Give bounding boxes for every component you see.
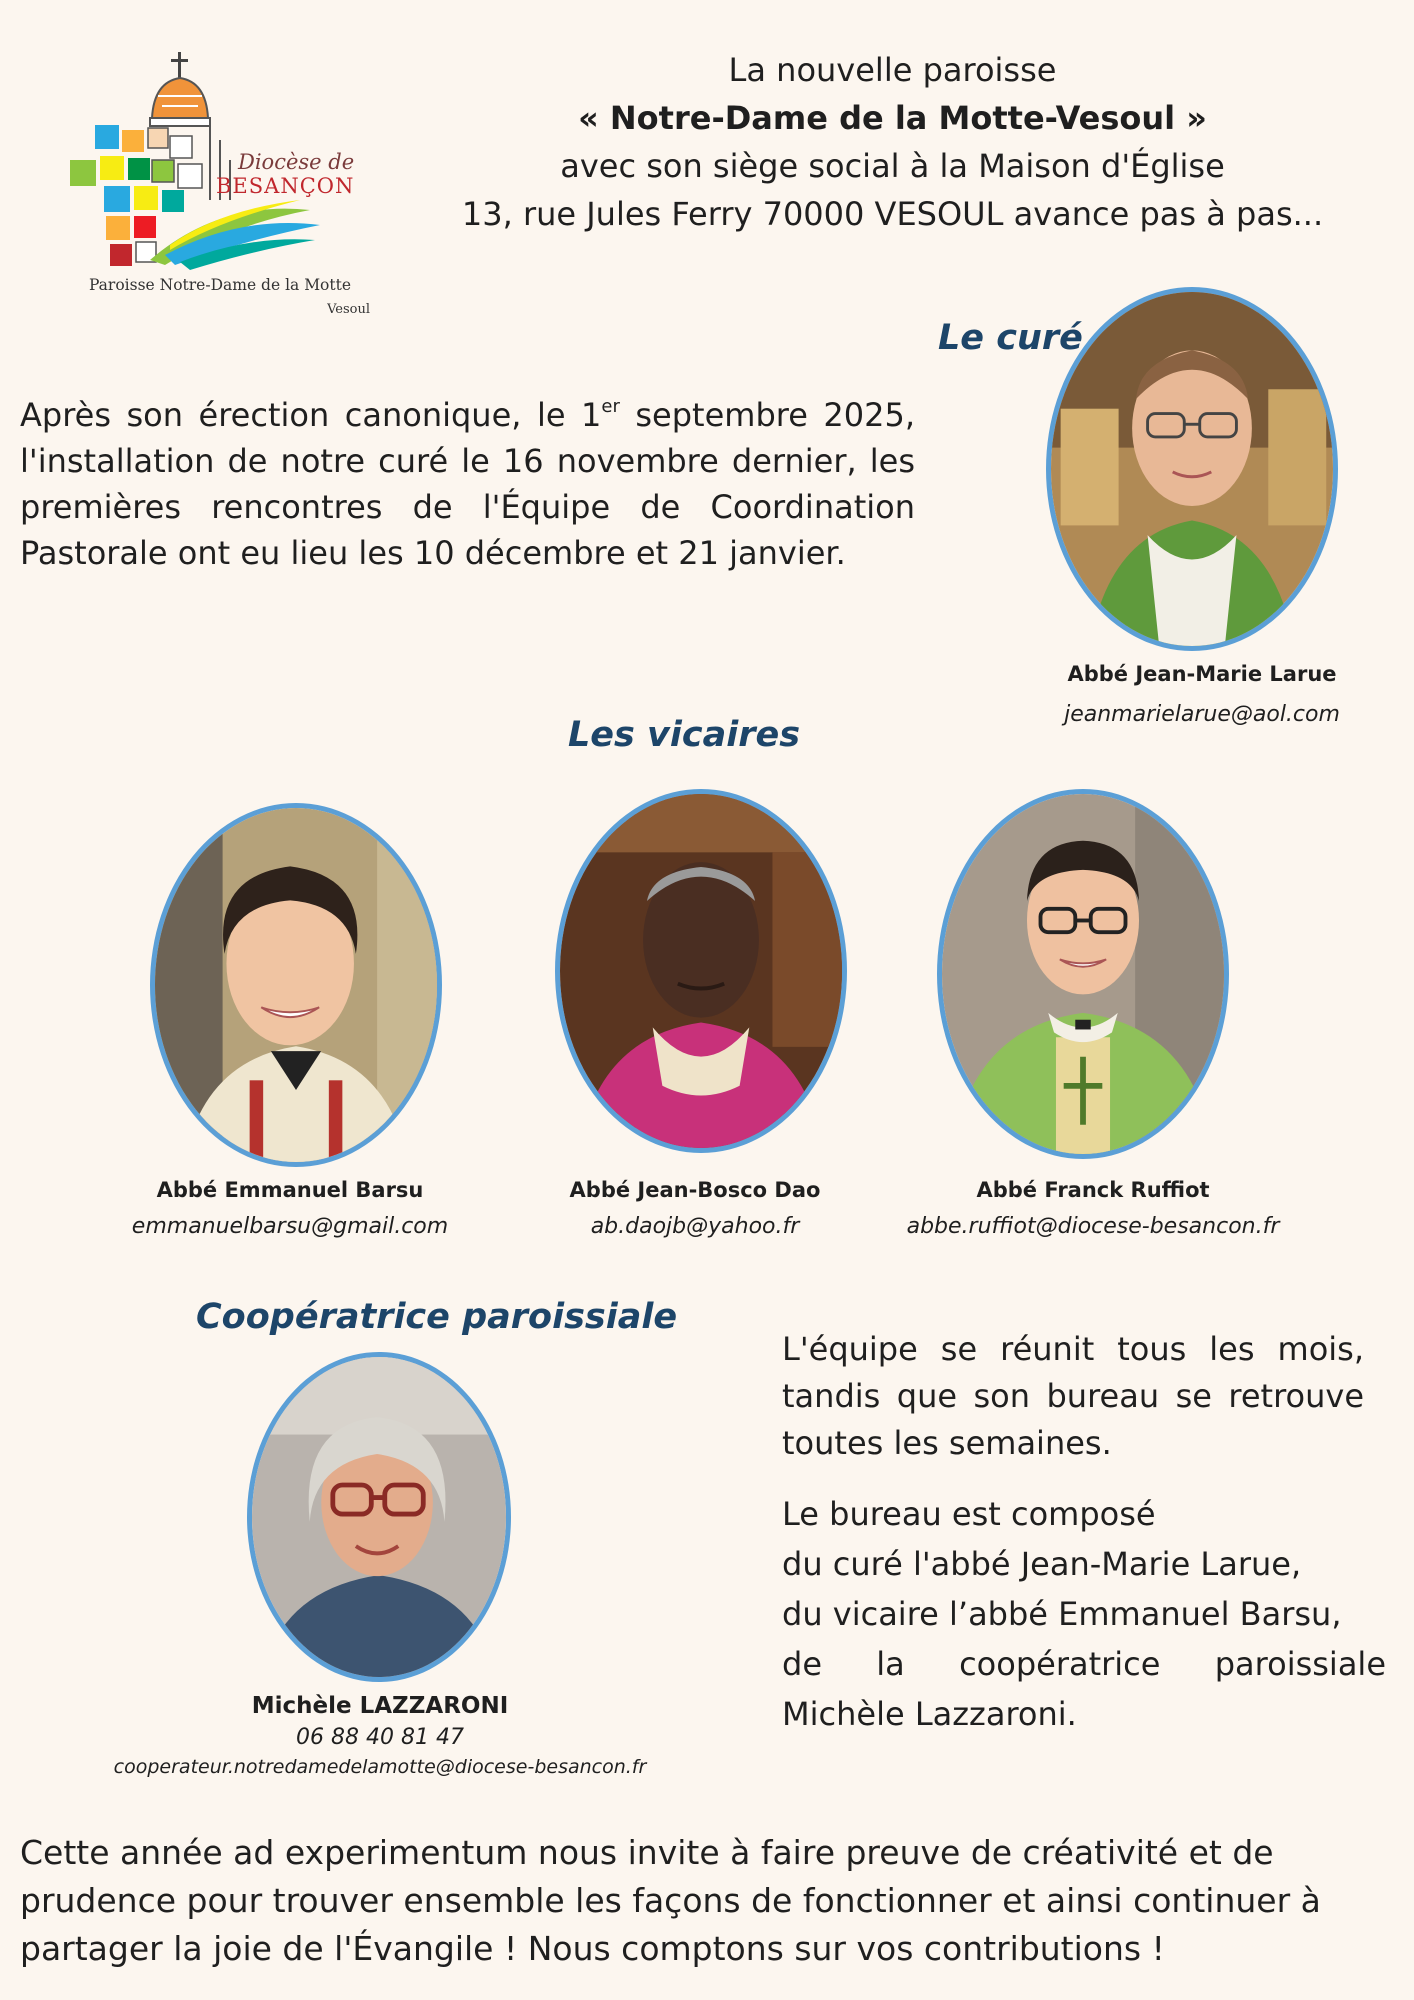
logo-town: Vesoul (327, 302, 370, 317)
cure-email[interactable]: jeanmarielarue@aol.com (1064, 702, 1340, 727)
vicaire-portrait-ruffiot (937, 789, 1229, 1159)
bureau-line3: du vicaire l’abbé Emmanuel Barsu, (782, 1595, 1342, 1633)
cooperatrice-name: Michèle LAZZARONI (251, 1693, 509, 1719)
diocese-name-line2: BESANÇON (216, 174, 355, 198)
bureau-paragraph (782, 1489, 1386, 1739)
cooperatrice-phone[interactable]: 06 88 40 81 47 (296, 1725, 464, 1750)
cure-portrait (1046, 287, 1338, 651)
priest-photo-icon (1051, 292, 1333, 646)
team-paragraph: L'équipe se réunit tous les mois, tandis que son bureau se retrouve toutes les semaines. (782, 1330, 1364, 1462)
vicaire-email-dao[interactable]: ab.daojb@yahoo.fr (590, 1214, 800, 1239)
vicaires-section-title: Les vicaires (568, 715, 801, 755)
diocese-logo (70, 50, 370, 325)
logo-parish-name: Paroisse Notre-Dame de la Motte (88, 276, 352, 294)
intro-text-part2: septembre 2025, l'installation de notre curé le 16 novembre dernier, les premières rencontres de l'Équipe de Coordination Pastorale ont eu lieu les 10 décembre et 21 janvier. (20, 396, 916, 572)
parish-title: « Notre-Dame de la Motte-Vesoul » (578, 99, 1207, 137)
bureau-line5: Michèle Lazzaroni. (782, 1695, 1077, 1733)
bureau-line2: du curé l'abbé Jean-Marie Larue, (782, 1545, 1302, 1583)
cure-name: Abbé Jean-Marie Larue (1067, 662, 1337, 686)
header-address: 13, rue Jules Ferry 70000 VESOUL avance pas à pas... (461, 195, 1324, 233)
cooperatrice-email[interactable]: cooperateur.notredamedelamotte@diocese-besancon.fr (113, 1756, 647, 1778)
vicaire-email-ruffiot[interactable]: abbe.ruffiot@diocese-besancon.fr (906, 1214, 1280, 1239)
cooperatrice-section-title: Coopératrice paroissiale (196, 1297, 678, 1337)
priest-photo-icon (942, 794, 1224, 1154)
priest-photo-icon (560, 794, 842, 1148)
intro-paragraph (20, 392, 915, 576)
vicaire-name-barsu: Abbé Emmanuel Barsu (156, 1178, 424, 1202)
vicaire-name-ruffiot: Abbé Franck Ruffiot (976, 1178, 1210, 1202)
bureau-line4: de la coopératrice paroissiale (782, 1645, 1386, 1683)
header-line1: La nouvelle paroisse (728, 51, 1057, 89)
vicaire-portrait-dao (555, 789, 847, 1153)
intro-text-part1: Après son érection canonique, le 1 (20, 396, 602, 434)
priest-photo-icon (155, 808, 437, 1162)
vicaire-email-barsu[interactable]: emmanuelbarsu@gmail.com (131, 1214, 449, 1239)
vicaire-portrait-barsu (150, 803, 442, 1167)
person-photo-icon (252, 1357, 506, 1677)
vicaire-name-dao: Abbé Jean-Bosco Dao (569, 1178, 821, 1202)
diocese-name-line1: Diocèse de (238, 150, 355, 174)
cooperatrice-portrait (247, 1352, 511, 1682)
bureau-line1: Le bureau est composé (782, 1495, 1156, 1533)
header-line3: avec son siège social à la Maison d'Église (560, 147, 1225, 185)
cure-section-title: Le curé (938, 318, 1083, 358)
closing-paragraph: Cette année ad experimentum nous invite à faire preuve de créativité et de prudence pour trouver ensemble les façons de fonctionner et ainsi continuer à partager la joie de l'Évangile ! Nous comptons sur vos contributions ! (20, 1833, 1321, 1968)
page-header (400, 46, 1385, 238)
intro-superscript: er (601, 396, 620, 417)
